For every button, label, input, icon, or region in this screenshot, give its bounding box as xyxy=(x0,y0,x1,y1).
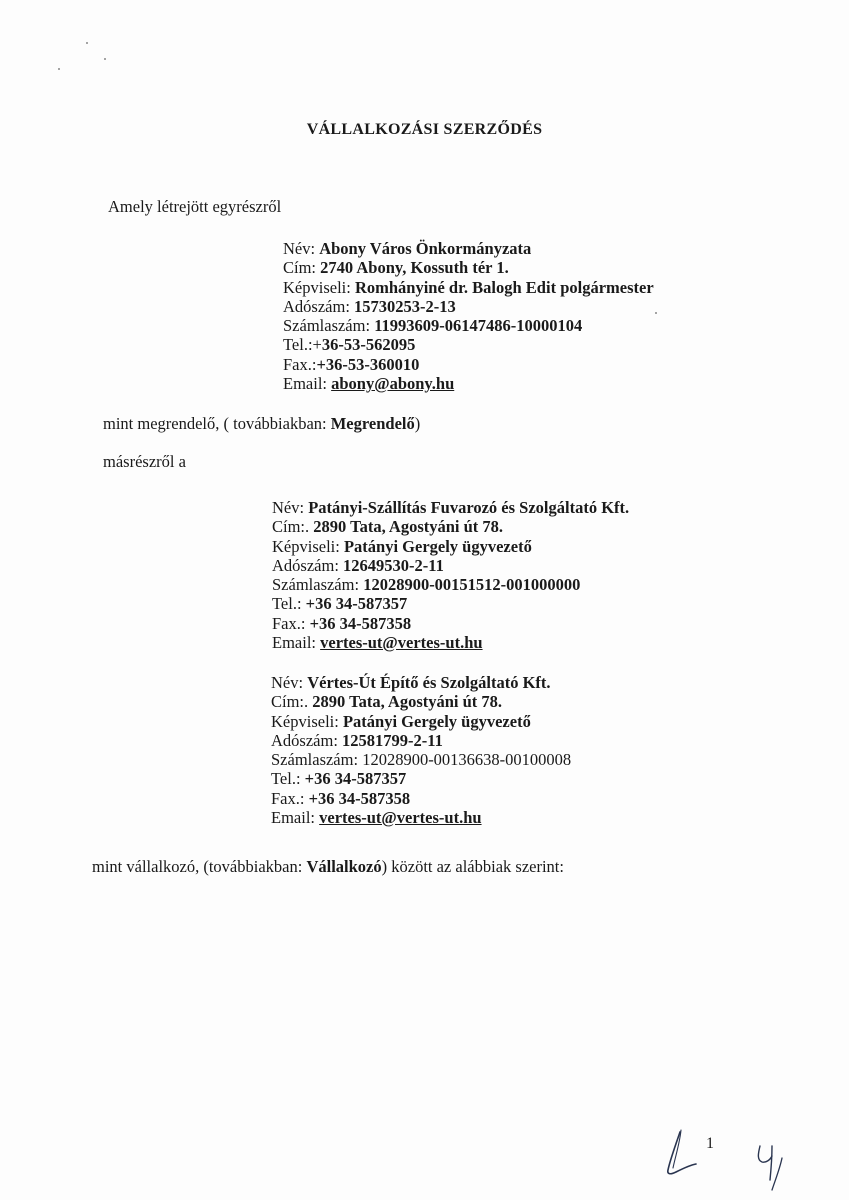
contractor1-address-row xyxy=(272,517,629,536)
contractor2-tel-row xyxy=(271,769,571,788)
field-label: Email: xyxy=(271,808,315,828)
client-email-row xyxy=(283,374,654,393)
field-label: Adószám: xyxy=(271,730,338,750)
contractor2-fax: +36 34-587358 xyxy=(308,788,411,808)
field-label: Fax.: xyxy=(283,354,317,374)
page-number: 1 xyxy=(706,1135,714,1152)
field-label: Cím: xyxy=(283,258,317,278)
contractor2-address: 2890 Tata, Agostyáni út 78. xyxy=(312,692,503,712)
contractor1-tax-row xyxy=(272,556,629,575)
field-label: Számlaszám: xyxy=(272,575,360,595)
scan-speck xyxy=(58,68,60,70)
client-address-row xyxy=(283,258,654,277)
contractor1-representative: Patányi Gergely ügyvezető xyxy=(343,536,532,556)
document-title: VÁLLALKOZÁSI SZERZŐDÉS xyxy=(306,121,543,138)
client-account-number: 11993609-06147486-10000104 xyxy=(374,316,583,336)
contractor1-name-row xyxy=(272,498,629,517)
contractor1-rep-row xyxy=(272,537,629,556)
role-name: Vállalkozó xyxy=(306,857,382,876)
client-tax-number: 15730253-2-13 xyxy=(354,296,456,316)
contractor2-details xyxy=(271,673,571,827)
field-label: Fax.: xyxy=(271,788,305,808)
contractor1-fax: +36 34-587358 xyxy=(309,613,412,633)
client-representative: Romhányiné dr. Balogh Edit polgármester xyxy=(354,277,654,297)
role-prefix: mint vállalkozó, (továbbiakban: xyxy=(92,857,303,876)
client-name: Abony Város Önkormányzata xyxy=(319,239,532,258)
contractor1-address: 2890 Tata, Agostyáni út 78. xyxy=(313,517,504,537)
other-side-text: másrészről a xyxy=(103,452,186,471)
field-label: Adószám: xyxy=(283,296,350,316)
role-suffix: ) xyxy=(414,414,421,433)
scan-speck xyxy=(86,42,88,44)
contractor2-representative: Patányi Gergely ügyvezető xyxy=(342,711,531,731)
contractor2-fax-row xyxy=(271,789,571,808)
contractor-role-text xyxy=(92,857,564,877)
field-label: Adószám: xyxy=(272,555,339,575)
client-account-row xyxy=(283,316,654,335)
client-name-row xyxy=(283,239,654,258)
field-label: Számlaszám: xyxy=(283,316,371,336)
field-label: Tel.: xyxy=(271,769,301,789)
contractor2-account-number: 12028900-00136638-00100008 xyxy=(362,750,572,770)
role-suffix: ) között az alábbiak szerint: xyxy=(381,857,564,876)
intro-text: Amely létrejött egyrészről xyxy=(108,197,282,216)
scan-speck xyxy=(104,58,106,60)
handwritten-page-mark xyxy=(752,1140,792,1195)
field-label: Cím:. xyxy=(272,517,310,537)
field-label: Név: xyxy=(272,498,305,517)
role-prefix: mint megrendelő, ( továbbiakban: xyxy=(103,414,327,433)
field-label: Képviseli: xyxy=(272,536,340,556)
contractor1-name: Patányi-Szállítás Fuvarozó és Szolgáltató Kft. xyxy=(308,498,630,517)
contractor1-tel-row xyxy=(272,594,629,613)
client-role-text xyxy=(103,414,420,434)
contractor2-rep-row xyxy=(271,712,571,731)
contractor1-tax-number: 12649530-2-11 xyxy=(343,555,444,575)
scan-speck xyxy=(655,312,657,314)
contractor1-tel: +36 34-587357 xyxy=(305,594,408,614)
field-label: Képviseli: xyxy=(283,277,351,297)
role-name: Megrendelő xyxy=(330,414,415,433)
contractor2-email-link[interactable]: vertes-ut@vertes-ut.hu xyxy=(319,808,482,828)
client-tel-row xyxy=(283,335,654,354)
field-label: Név: xyxy=(271,673,304,692)
field-label: Email: xyxy=(272,633,316,653)
contractor2-address-row xyxy=(271,692,571,711)
field-label: Tel.:+ xyxy=(283,335,322,355)
field-label: Cím:. xyxy=(271,692,309,712)
contractor1-fax-row xyxy=(272,614,629,633)
contractor2-tax-number: 12581799-2-11 xyxy=(342,730,443,750)
contractor2-email-row xyxy=(271,808,571,827)
contractor2-name: Vértes-Út Építő és Szolgáltató Kft. xyxy=(307,673,551,692)
field-label: Email: xyxy=(283,374,327,394)
field-label: Név: xyxy=(283,239,316,258)
contractor2-name-row xyxy=(271,673,571,692)
client-fax: +36-53-360010 xyxy=(316,354,420,374)
field-label: Fax.: xyxy=(272,613,306,633)
contractor2-tel: +36 34-587357 xyxy=(304,769,407,789)
contractor2-tax-row xyxy=(271,731,571,750)
contractor1-account-row xyxy=(272,575,629,594)
client-fax-row xyxy=(283,355,654,374)
contractor1-email-link[interactable]: vertes-ut@vertes-ut.hu xyxy=(320,633,483,653)
contractor1-details xyxy=(272,498,629,652)
field-label: Képviseli: xyxy=(271,711,339,731)
contractor2-account-row xyxy=(271,750,571,769)
contractor1-account-number: 12028900-00151512-001000000 xyxy=(363,575,581,595)
client-tax-row xyxy=(283,297,654,316)
client-details xyxy=(283,239,654,393)
client-address: 2740 Abony, Kossuth tér 1. xyxy=(320,258,509,278)
field-label: Tel.: xyxy=(272,594,302,614)
field-label: Számlaszám: xyxy=(271,750,359,770)
client-rep-row xyxy=(283,278,654,297)
contractor1-email-row xyxy=(272,633,629,652)
client-email-link[interactable]: abony@abony.hu xyxy=(331,374,455,394)
client-tel: 36-53-562095 xyxy=(321,335,416,355)
